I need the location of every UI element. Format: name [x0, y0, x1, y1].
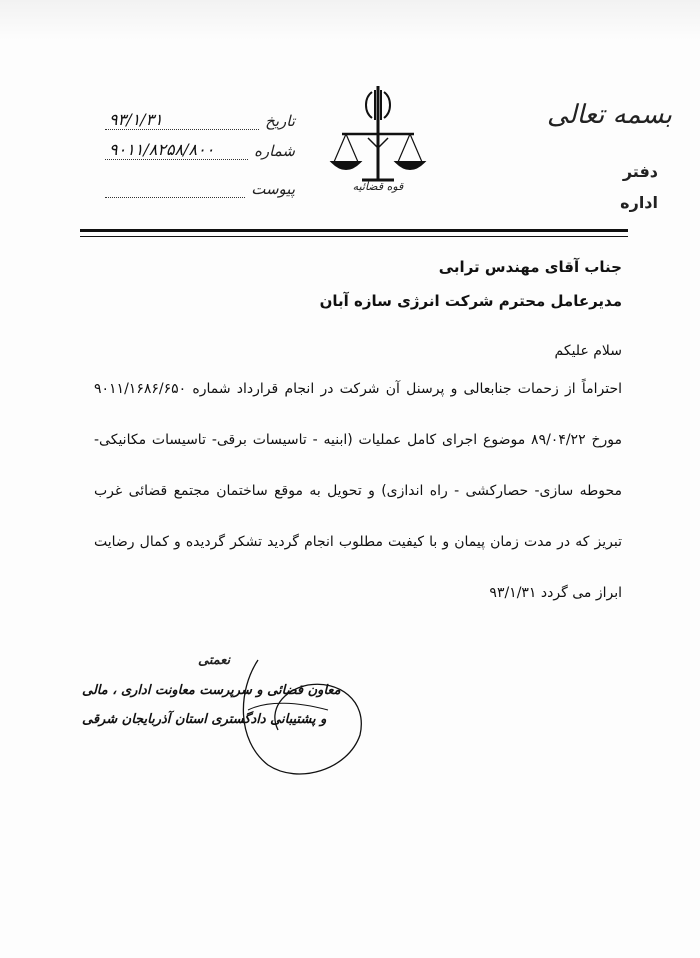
- date-row: [105, 104, 295, 130]
- letter-body: [94, 381, 622, 636]
- body-line: احتراماً از زحمات جنابعالی و پرسنل آن شرکت در انجام قرارداد شماره ۹۰۱۱/۱۶۸۶/۶۵۰: [94, 381, 622, 397]
- date-value: ۹۳/۱/۳۱: [105, 110, 259, 130]
- greeting: سلام علیکم: [554, 343, 622, 359]
- body-line: ابراز می گردد ۹۳/۱/۳۱: [489, 585, 622, 601]
- header-rule-thick: [80, 229, 628, 232]
- office-label: دفتر: [622, 162, 658, 181]
- signatory-title-line2: و پشتیبانی دادگستری استان آذربایجان شرقی: [82, 712, 327, 727]
- body-line: محوطه سازی- حصارکشی - راه اندازی) و تحویل به موقع ساختمان مجتمع قضائی غرب: [94, 483, 622, 499]
- emblem-caption: قوه قضائیه: [352, 180, 404, 193]
- department-label: اداره: [620, 193, 658, 212]
- number-label: شماره: [254, 142, 295, 160]
- recipient-name: جناب آقای مهندس ترابی: [438, 258, 622, 276]
- attachment-label: پیوست: [251, 180, 295, 198]
- body-line: مورخ ۸۹/۰۴/۲۲ موضوع اجرای کامل عملیات (ابنیه - تاسیسات برقی- تاسیسات مکانیکی-: [94, 432, 622, 448]
- attachment-value: [105, 197, 245, 198]
- invocation-heading: بسمه تعالی: [547, 100, 672, 130]
- number-row: [105, 134, 295, 160]
- scan-edge: [0, 0, 700, 40]
- signatory-name: نعمتی: [198, 653, 231, 668]
- signatory-title-line1: معاون قضائی و سرپرست معاونت اداری ، مالی: [82, 683, 341, 698]
- attachment-row: [105, 172, 295, 198]
- recipient-title: مدیرعامل محترم شرکت انرژی سازه آبان: [319, 292, 622, 310]
- signature-scribble-icon: [228, 640, 368, 780]
- number-value: ۹۰۱۱/۸۲۵۸/۸۰۰: [105, 140, 248, 160]
- header-rule-thin: [80, 236, 628, 237]
- body-line: تبریز که در مدت زمان پیمان و با کیفیت مطلوب انجام گردید تشکر گردیده و کمال رضایت: [94, 534, 622, 550]
- date-label: تاریخ: [265, 112, 295, 130]
